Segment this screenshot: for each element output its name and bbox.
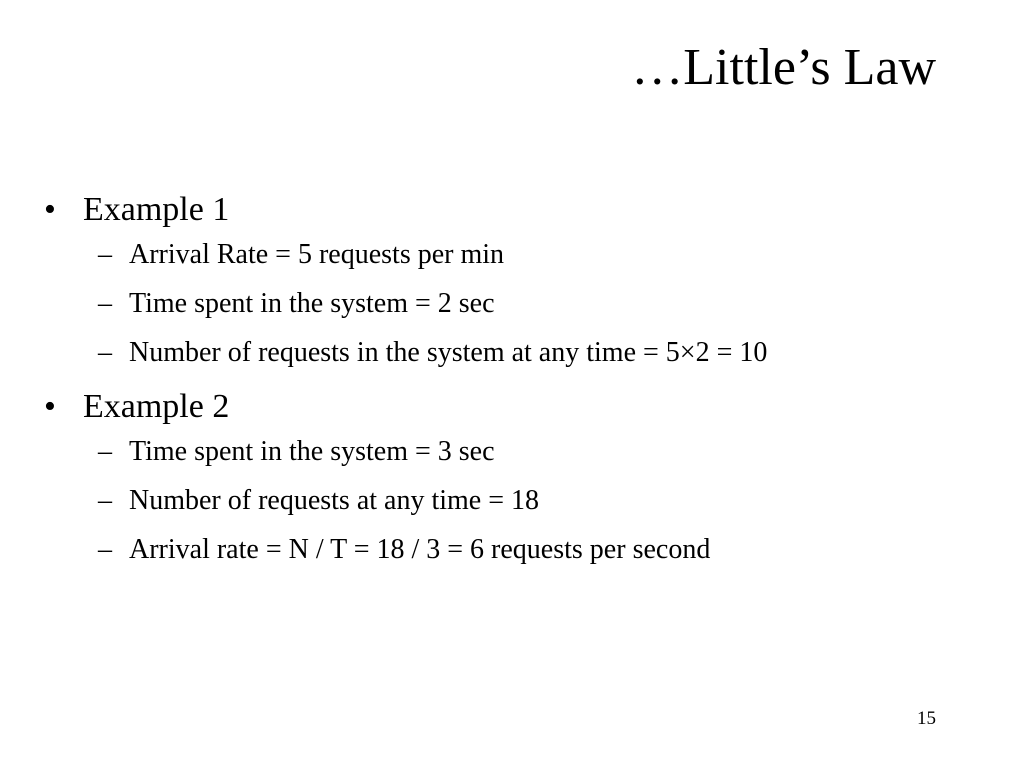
bullet-label: Example 2	[83, 388, 230, 425]
sub-item-text: Arrival Rate = 5 requests per min	[129, 239, 505, 270]
dash-icon: –	[98, 337, 112, 368]
bullet-icon: •	[44, 388, 56, 425]
sub-item	[44, 484, 984, 518]
sub-item-text: Time spent in the system = 2 sec	[129, 288, 495, 319]
sub-item-text: Arrival rate = N / T = 18 / 3 = 6 requests per second	[129, 534, 711, 565]
dash-icon: –	[98, 239, 112, 270]
bullet-example-2	[44, 385, 984, 429]
sub-item-text: Number of requests in the system at any time = 5×2 = 10	[129, 337, 768, 368]
sub-list-example-1	[44, 238, 984, 370]
dash-icon: –	[98, 485, 112, 516]
sub-item	[44, 336, 984, 370]
page-number: 15	[917, 708, 936, 729]
bullet-label: Example 1	[83, 191, 230, 228]
dash-icon: –	[98, 534, 112, 565]
sub-list-example-2	[44, 435, 984, 567]
dash-icon: –	[98, 288, 112, 319]
slide-content	[44, 188, 984, 582]
sub-item	[44, 238, 984, 272]
slide-title: …Little’s Law	[631, 39, 936, 96]
sub-item	[44, 533, 984, 567]
sub-item	[44, 435, 984, 469]
sub-item-text: Number of requests at any time = 18	[129, 485, 540, 516]
dash-icon: –	[98, 436, 112, 467]
sub-item-text: Time spent in the system = 3 sec	[129, 436, 495, 467]
bullet-example-1	[44, 188, 984, 232]
bullet-icon: •	[44, 191, 56, 228]
sub-item	[44, 287, 984, 321]
